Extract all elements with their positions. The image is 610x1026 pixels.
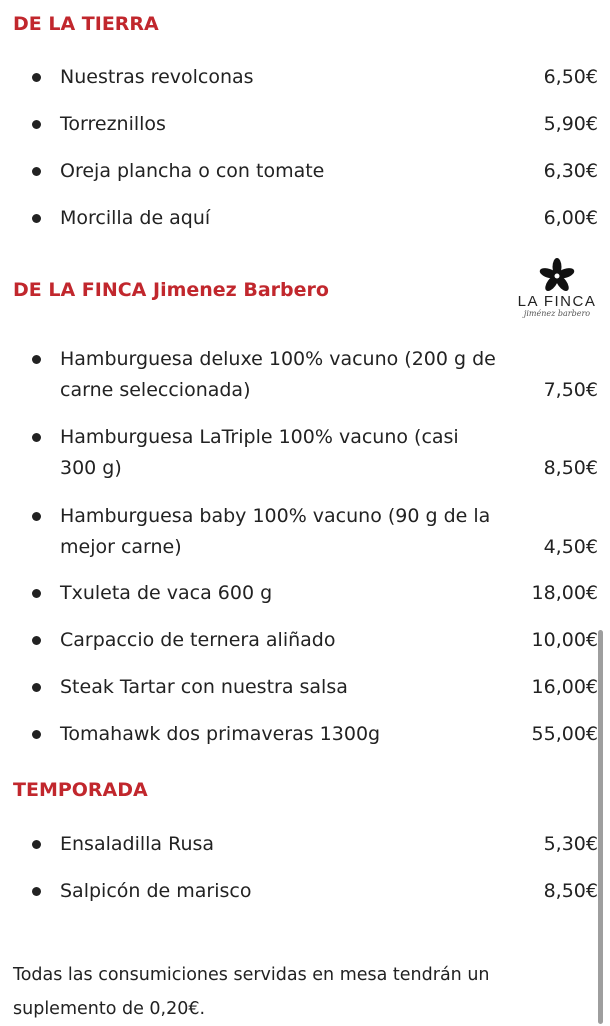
item-name: Torreznillos [60, 113, 166, 135]
bullet-icon [32, 589, 41, 598]
item-name: Oreja plancha o con tomate [60, 160, 325, 182]
section-title-de-la-tierra: DE LA TIERRA [13, 13, 159, 35]
flower-logo-icon [515, 258, 599, 294]
item-name: Tomahawk dos primaveras 1300g [60, 723, 381, 745]
item-name: Carpaccio de ternera aliñado [60, 629, 336, 651]
item-price: 8,50€ [543, 457, 598, 479]
section-title-de-la-finca: DE LA FINCA Jimenez Barbero [13, 279, 329, 301]
bullet-icon [32, 73, 41, 82]
item-price: 4,50€ [543, 536, 598, 558]
item-price: 55,00€ [531, 723, 598, 745]
bullet-icon [32, 167, 41, 176]
item-price: 8,50€ [543, 880, 598, 902]
item-price: 5,30€ [543, 833, 598, 855]
item-name: Txuleta de vaca 600 g [60, 582, 273, 604]
logo-name: LA FINCA [517, 293, 597, 310]
item-price: 6,50€ [543, 66, 598, 88]
section-title-temporada: TEMPORADA [13, 779, 148, 801]
item-name: Nuestras revolconas [60, 66, 254, 88]
footer-note: Todas las consumiciones servidas en mesa tendrán un suplemento de 0,20€. [13, 965, 490, 1019]
item-price: 6,00€ [543, 207, 598, 229]
item-price: 7,50€ [543, 379, 598, 401]
item-price: 18,00€ [531, 582, 598, 604]
bullet-icon [32, 840, 41, 849]
bullet-icon [32, 120, 41, 129]
item-name: Hamburguesa baby 100% vacuno (90 g de la mejor carne) [60, 505, 491, 558]
item-price: 6,30€ [543, 160, 598, 182]
item-name: Hamburguesa deluxe 100% vacuno (200 g de carne seleccionada) [60, 348, 496, 401]
scrollbar[interactable] [598, 630, 603, 1024]
bullet-icon [32, 730, 41, 739]
bullet-icon [32, 433, 41, 442]
bullet-icon [32, 683, 41, 692]
item-name: Morcilla de aquí [60, 207, 211, 229]
item-name: Hamburguesa LaTriple 100% vacuno (casi 300 g) [60, 426, 459, 479]
bullet-icon [32, 214, 41, 223]
item-price: 10,00€ [531, 629, 598, 651]
item-price: 5,90€ [543, 113, 598, 135]
bullet-icon [32, 512, 41, 521]
bullet-icon [32, 636, 41, 645]
item-name: Steak Tartar con nuestra salsa [60, 676, 348, 698]
item-price: 16,00€ [531, 676, 598, 698]
logo-subtitle: jiménez barbero [523, 309, 591, 318]
item-name: Salpicón de marisco [60, 880, 252, 902]
la-finca-logo [515, 258, 599, 322]
bullet-icon [32, 355, 41, 364]
bullet-icon [32, 887, 41, 896]
item-name: Ensaladilla Rusa [60, 833, 215, 855]
